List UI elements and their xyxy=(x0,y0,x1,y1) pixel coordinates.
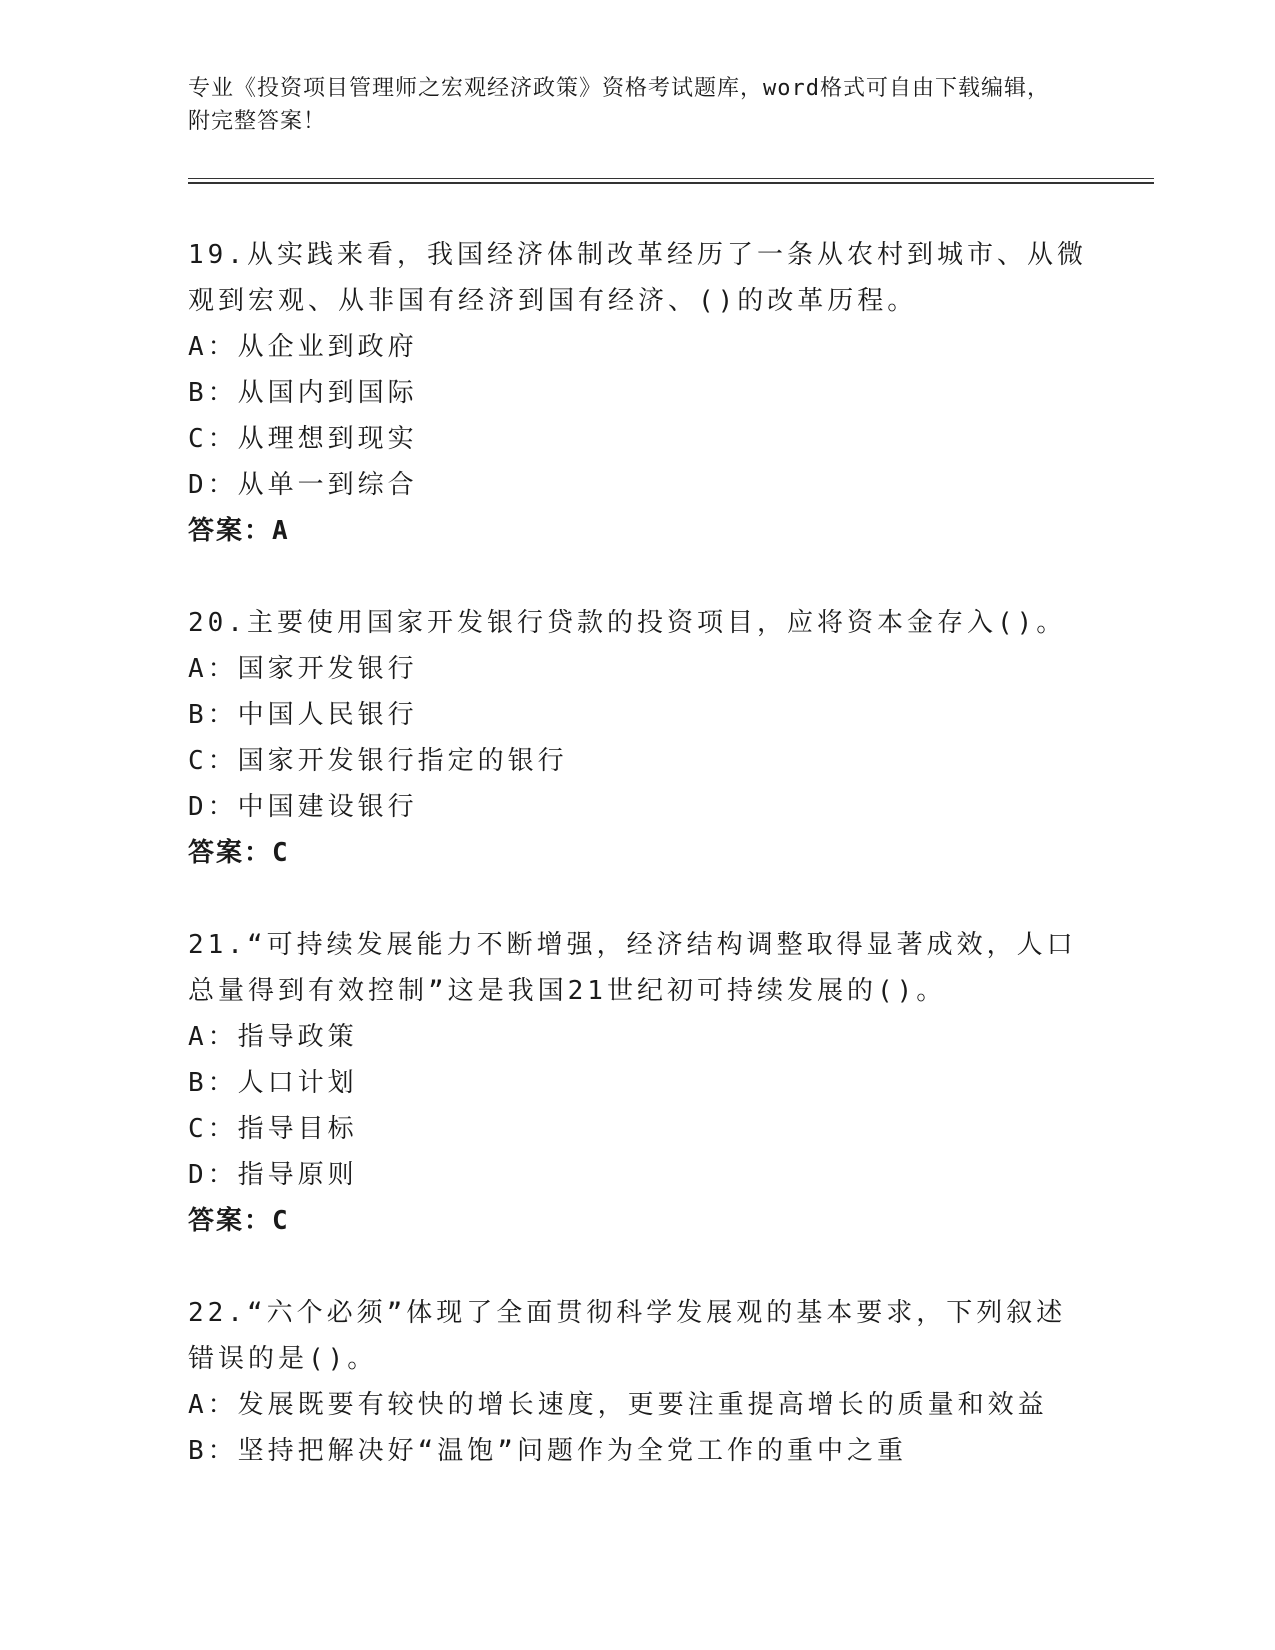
option-d: D：指导原则 xyxy=(188,1160,358,1190)
question-19 xyxy=(188,232,1088,554)
option-b: B：从国内到国际 xyxy=(188,378,418,408)
option-b: B：坚持把解决好“温饱”问题作为全党工作的重中之重 xyxy=(188,1436,907,1466)
option-c: C：指导目标 xyxy=(188,1114,358,1144)
question-stem: 21.“可持续发展能力不断增强，经济结构调整取得显著成效，人口总量得到有效控制”这是我国21世纪初可持续发展的()。 xyxy=(188,930,1077,1006)
option-a: A：从企业到政府 xyxy=(188,332,418,362)
option-b: B：中国人民银行 xyxy=(188,700,418,730)
question-list xyxy=(188,232,1088,1520)
option-a: A：发展既要有较快的增长速度，更要注重提高增长的质量和效益 xyxy=(188,1390,1048,1420)
question-stem: 19.从实践来看，我国经济体制改革经历了一条从农村到城市、从微观到宏观、从非国有经济到国有经济、()的改革历程。 xyxy=(188,240,1087,316)
option-c: C：国家开发银行指定的银行 xyxy=(188,746,568,776)
option-a: A：指导政策 xyxy=(188,1022,358,1052)
question-stem: 20.主要使用国家开发银行贷款的投资项目，应将资本金存入()。 xyxy=(188,608,1067,638)
question-22 xyxy=(188,1290,1088,1474)
option-b: B：人口计划 xyxy=(188,1068,358,1098)
header-divider xyxy=(188,178,1154,179)
answer: 答案：C xyxy=(188,838,290,868)
question-21 xyxy=(188,922,1088,1244)
document-header: 专业《投资项目管理师之宏观经济政策》资格考试题库，word格式可自由下载编辑，附完整答案！ xyxy=(188,76,1050,134)
answer: 答案：C xyxy=(188,1206,290,1236)
option-d: D：从单一到综合 xyxy=(188,470,418,500)
option-d: D：中国建设银行 xyxy=(188,792,418,822)
option-c: C：从理想到现实 xyxy=(188,424,418,454)
header-divider-thick xyxy=(188,182,1154,184)
question-stem: 22.“六个必须”体现了全面贯彻科学发展观的基本要求，下列叙述错误的是()。 xyxy=(188,1298,1067,1374)
question-20 xyxy=(188,600,1088,876)
option-a: A：国家开发银行 xyxy=(188,654,418,684)
answer: 答案：A xyxy=(188,516,290,546)
